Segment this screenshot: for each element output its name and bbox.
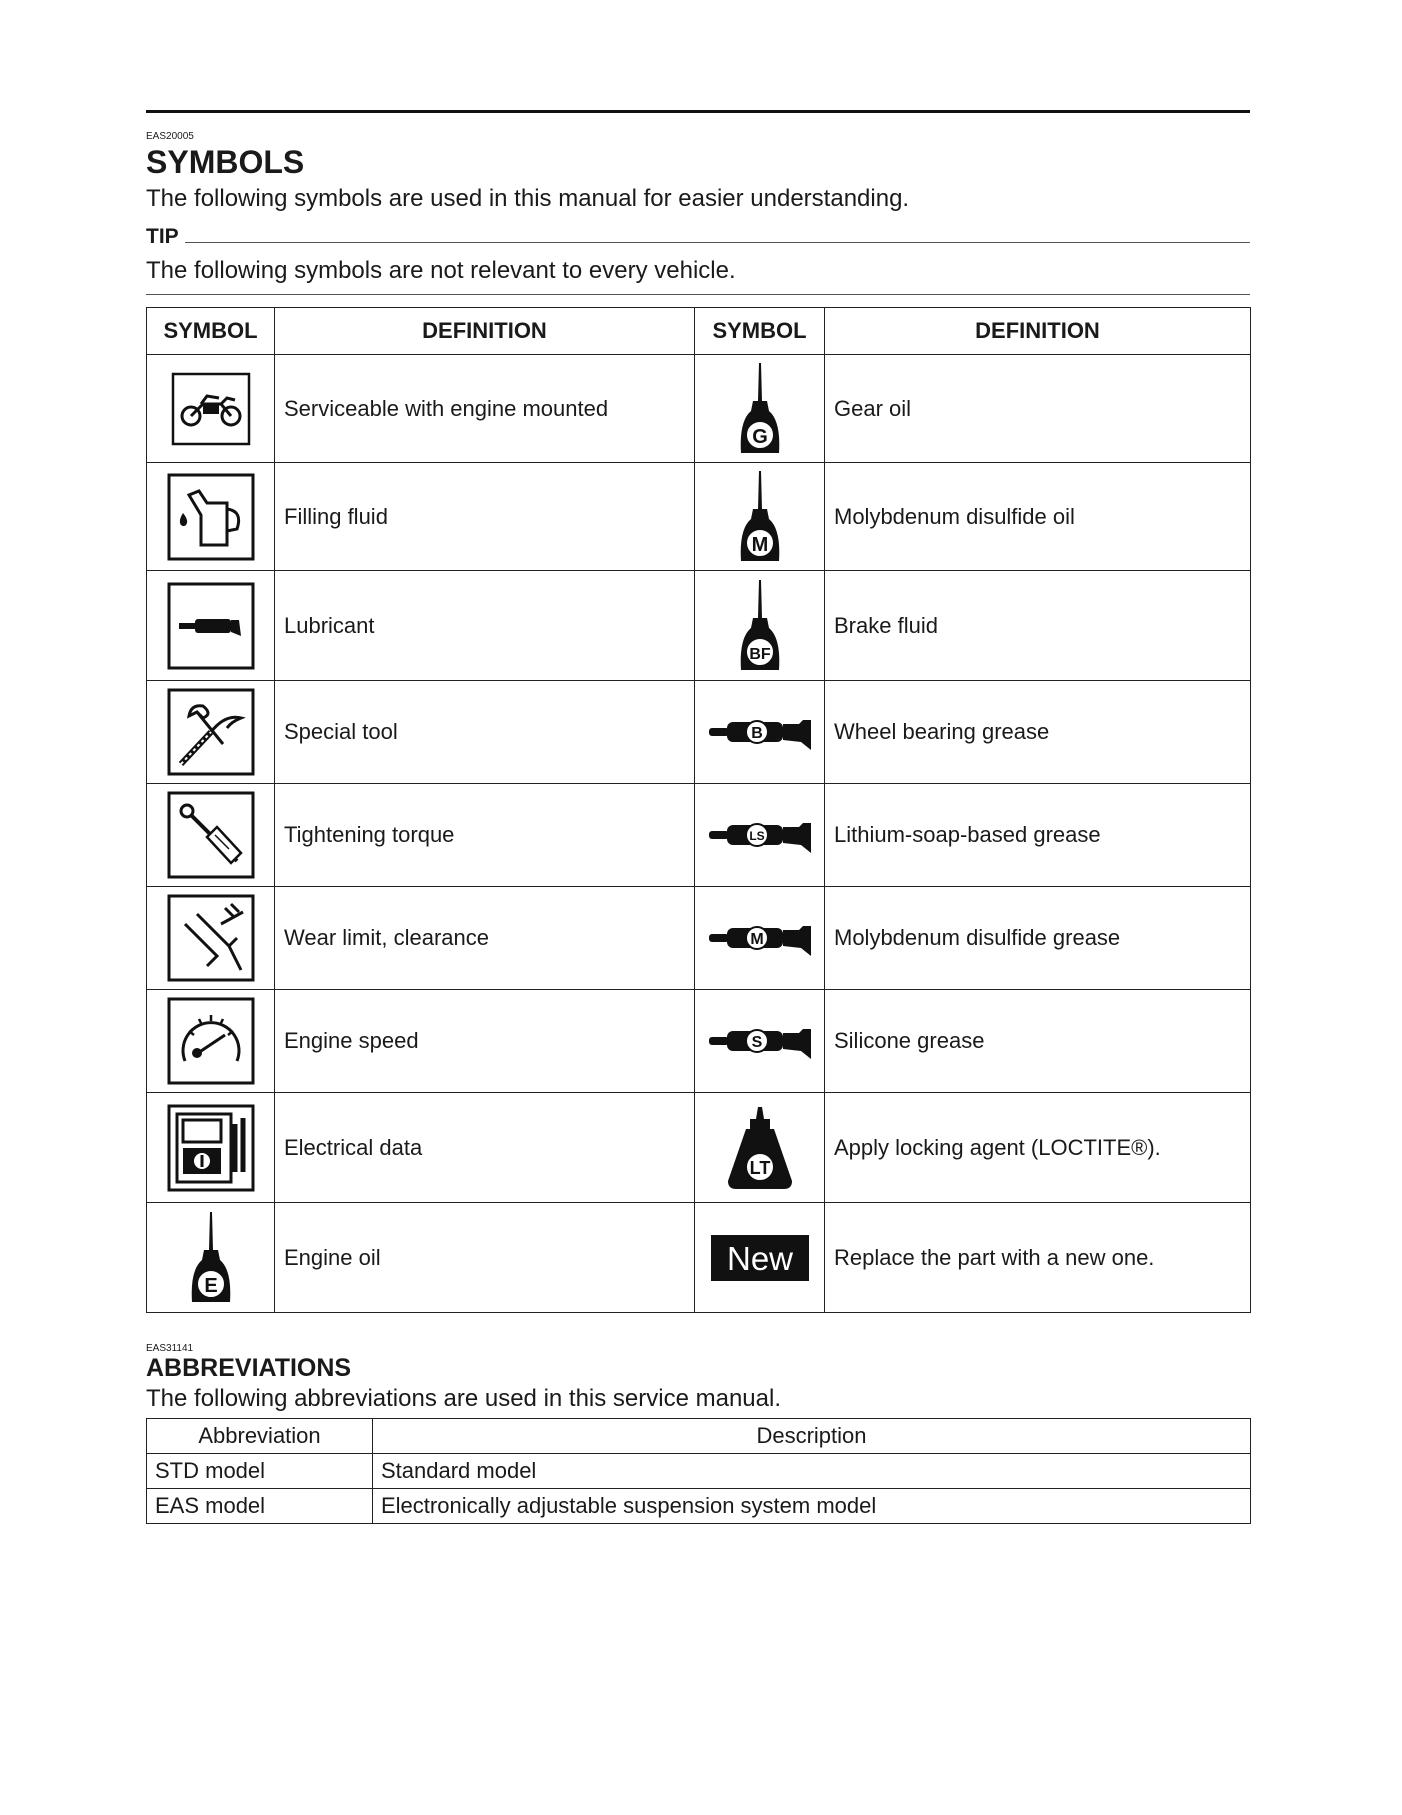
caliper-icon	[167, 894, 255, 982]
section-intro: The following abbreviations are used in this service manual.	[146, 1385, 782, 1412]
section-intro: The following symbols are used in this manual for easier understanding.	[146, 185, 910, 212]
header-abbreviation: Abbreviation	[147, 1419, 373, 1454]
multimeter-icon	[167, 1104, 255, 1192]
table-row	[147, 887, 1251, 990]
table-row	[147, 1093, 1251, 1203]
abbreviations-table	[146, 1418, 1251, 1524]
definition-cell: Electrical data	[275, 1093, 695, 1203]
special-tool-icon	[167, 688, 255, 776]
filling-fluid-icon	[167, 473, 255, 561]
symbol-cell	[147, 571, 275, 681]
manual-page	[146, 110, 1250, 1524]
symbol-letter: B	[750, 725, 763, 742]
section-code: EAS31141	[146, 1343, 194, 1354]
abbreviation-cell: STD model	[147, 1454, 373, 1489]
symbol-cell	[695, 571, 825, 681]
table-row	[147, 463, 1251, 571]
definition-cell: Wear limit, clearance	[275, 887, 695, 990]
symbol-letter: M	[751, 533, 768, 556]
definition-cell: Molybdenum disulfide grease	[825, 887, 1251, 990]
definition-cell: Engine speed	[275, 990, 695, 1093]
symbol-cell	[695, 887, 825, 990]
motorcycle-icon	[171, 372, 251, 446]
header-definition: DEFINITION	[825, 308, 1251, 355]
oil-bottle-icon	[737, 578, 783, 674]
section-title: ABBREVIATIONS	[146, 1354, 352, 1382]
definition-cell: Lithium-soap-based grease	[825, 784, 1251, 887]
tip-end-rule	[146, 294, 1250, 295]
symbol-cell	[147, 1203, 275, 1313]
tip-text: The following symbols are not relevant to every vehicle.	[146, 257, 736, 284]
definition-cell: Serviceable with engine mounted	[275, 355, 695, 463]
tachometer-icon	[167, 997, 255, 1085]
table-row	[147, 681, 1251, 784]
table-row	[147, 571, 1251, 681]
section-code: EAS20005	[146, 131, 194, 142]
new-part-icon	[711, 1235, 809, 1281]
tip-label: TIP	[146, 225, 179, 248]
definition-cell: Molybdenum disulfide oil	[825, 463, 1251, 571]
symbol-letter: LT	[749, 1157, 770, 1178]
symbols-table-header	[147, 308, 1251, 355]
torque-wrench-icon	[167, 791, 255, 879]
table-row	[147, 1203, 1251, 1313]
locking-agent-icon	[724, 1105, 796, 1191]
symbol-cell	[695, 463, 825, 571]
definition-cell: Wheel bearing grease	[825, 681, 1251, 784]
header-description: Description	[373, 1419, 1251, 1454]
section-title: SYMBOLS	[146, 144, 305, 180]
symbol-cell	[695, 355, 825, 463]
top-rule	[146, 110, 1250, 113]
grease-tube-icon	[705, 712, 815, 752]
header-symbol: SYMBOL	[147, 308, 275, 355]
table-row	[147, 355, 1251, 463]
symbols-table	[146, 307, 1251, 1313]
header-definition: DEFINITION	[275, 308, 695, 355]
description-cell: Standard model	[373, 1454, 1251, 1489]
definition-cell: Replace the part with a new one.	[825, 1203, 1251, 1313]
definition-cell: Lubricant	[275, 571, 695, 681]
definition-cell: Special tool	[275, 681, 695, 784]
definition-cell: Filling fluid	[275, 463, 695, 571]
oil-bottle-icon	[737, 469, 783, 565]
symbol-letter: G	[751, 425, 768, 448]
symbol-cell	[695, 1203, 825, 1313]
symbol-letter: M	[749, 931, 764, 948]
definition-cell: Apply locking agent (LOCTITE®).	[825, 1093, 1251, 1203]
tip-rule	[185, 242, 1250, 243]
definition-cell: Gear oil	[825, 355, 1251, 463]
description-cell: Electronically adjustable suspension system model	[373, 1489, 1251, 1524]
definition-cell: Brake fluid	[825, 571, 1251, 681]
definition-cell: Silicone grease	[825, 990, 1251, 1093]
symbol-letter: E	[203, 1274, 218, 1297]
oil-bottle-icon	[737, 361, 783, 457]
symbol-cell	[695, 784, 825, 887]
table-row	[147, 1454, 1251, 1489]
symbol-cell	[147, 463, 275, 571]
header-symbol: SYMBOL	[695, 308, 825, 355]
symbol-cell	[695, 681, 825, 784]
symbol-cell	[147, 887, 275, 990]
symbol-letter: BF	[748, 645, 771, 663]
symbol-cell	[147, 1093, 275, 1203]
abbreviation-cell: EAS model	[147, 1489, 373, 1524]
symbol-letter: LS	[748, 829, 765, 843]
definition-cell: Tightening torque	[275, 784, 695, 887]
oil-bottle-icon	[188, 1210, 234, 1306]
tip-header	[146, 222, 1250, 248]
symbol-cell	[147, 990, 275, 1093]
lubricant-icon	[167, 582, 255, 670]
grease-tube-icon	[705, 815, 815, 855]
grease-tube-icon	[705, 1021, 815, 1061]
table-row	[147, 990, 1251, 1093]
symbol-cell	[695, 1093, 825, 1203]
table-row	[147, 1489, 1251, 1524]
table-row	[147, 784, 1251, 887]
definition-cell: Engine oil	[275, 1203, 695, 1313]
abbreviations-table-header	[147, 1419, 1251, 1454]
symbol-cell	[695, 990, 825, 1093]
symbol-cell	[147, 681, 275, 784]
symbol-cell	[147, 355, 275, 463]
grease-tube-icon	[705, 918, 815, 958]
symbol-cell	[147, 784, 275, 887]
symbol-letter: S	[751, 1034, 762, 1051]
symbol-letter: New	[726, 1239, 793, 1277]
